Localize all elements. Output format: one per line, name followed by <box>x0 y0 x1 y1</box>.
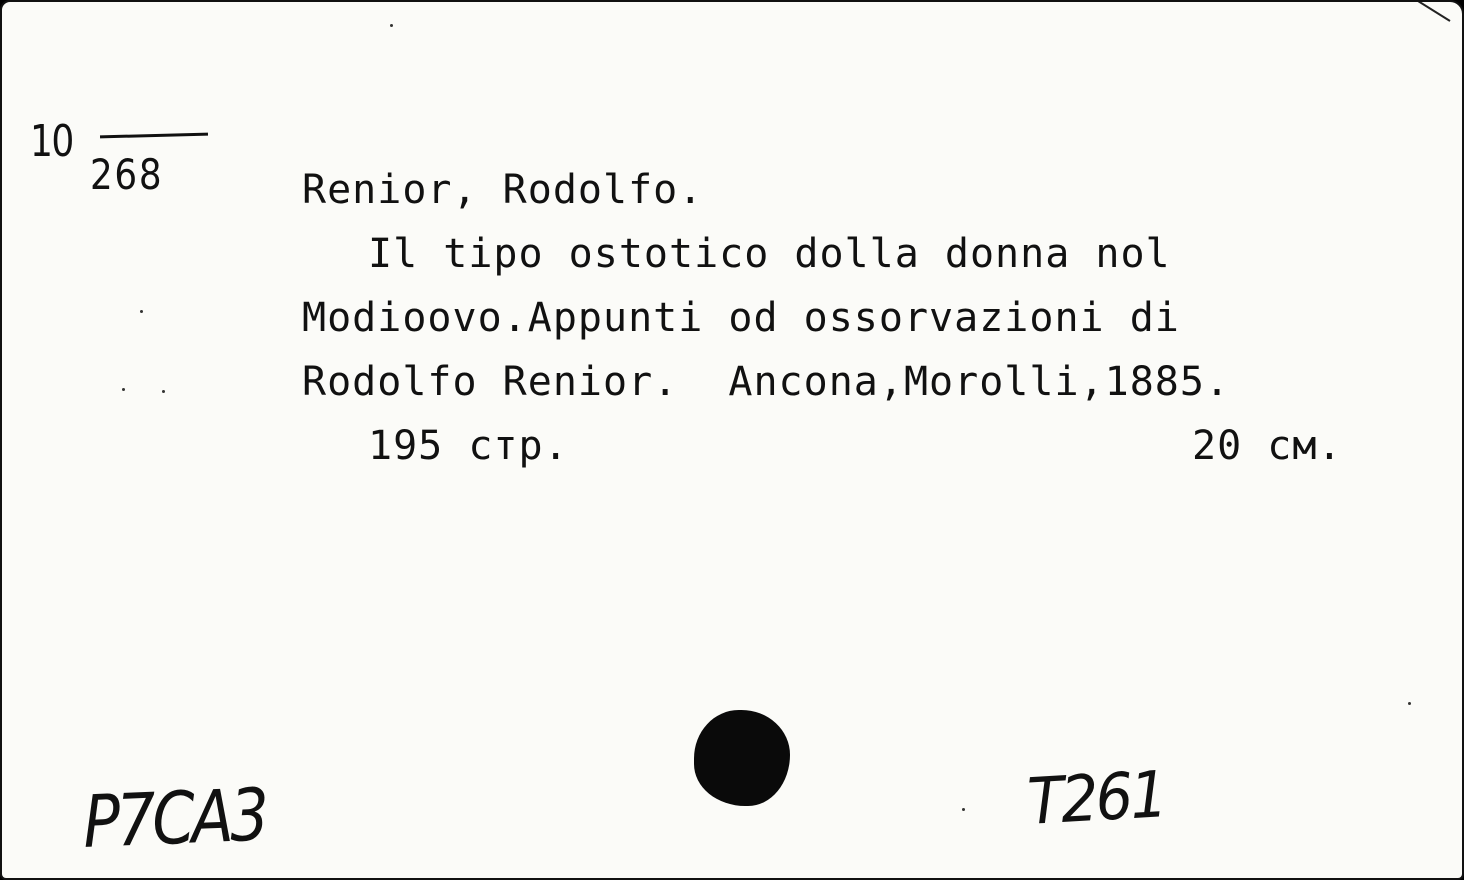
handwritten-code-right: Т261 <box>1026 758 1167 840</box>
pages-count: 195 стр. <box>368 423 569 469</box>
speck <box>140 310 143 313</box>
speck <box>122 388 125 391</box>
author-line: Renior, Rodolfo. <box>302 167 704 213</box>
shelfmark-line <box>100 133 208 139</box>
handwritten-code-left: Р7СА3 <box>82 772 267 864</box>
title-line-1: Il tipo ostotico dolla donna nol <box>368 231 1171 277</box>
speck <box>1408 702 1411 705</box>
shelfmark <box>30 114 200 214</box>
punch-hole <box>694 710 790 806</box>
corner-scratch <box>1390 0 1450 22</box>
speck <box>962 808 965 811</box>
shelfmark-number: 10 <box>30 116 73 167</box>
shelfmark-subnumber: 268 <box>90 150 164 199</box>
speck <box>390 24 393 27</box>
book-size: 20 cм. <box>1192 423 1343 469</box>
title-line-2: Modioovo.Appunti od ossorvazioni di <box>302 295 1180 341</box>
title-line-3: Rodolfo Renior. Ancona,Morolli,1885. <box>302 359 1231 405</box>
speck <box>162 390 165 393</box>
